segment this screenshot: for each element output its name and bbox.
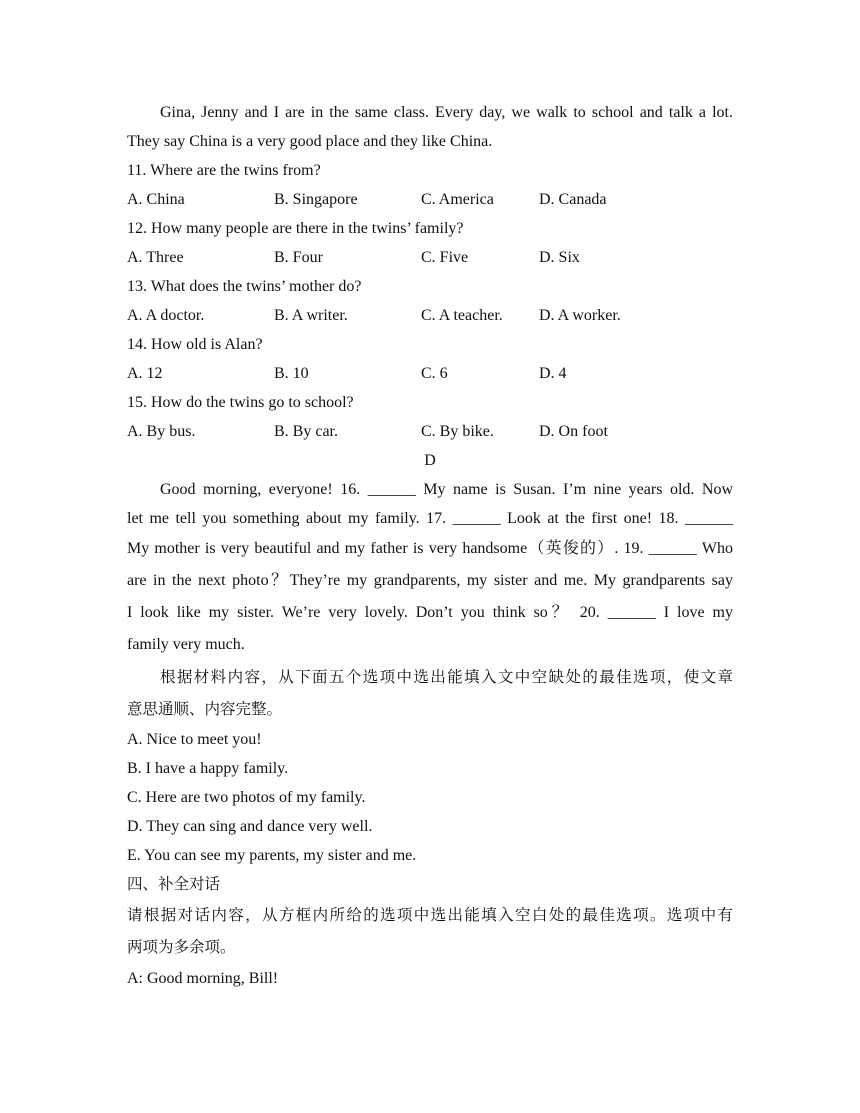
choice-e: E. You can see my parents, my sister and me.: [127, 847, 417, 864]
passage-d-line-2: let me tell you something about my family. 17. ______ Look at the first one! 18. ______: [127, 510, 733, 527]
question-15-options: [127, 417, 733, 446]
option-a: A. A doctor.: [127, 307, 205, 324]
question-11-options: [127, 185, 733, 214]
option-d: D. 4: [539, 365, 567, 382]
option-b: B. Singapore: [274, 191, 358, 208]
passage-d-line-3: My mother is very beautiful and my father is very handsome（英俊的）. 19. ______ Who: [127, 540, 733, 557]
choice-a: A. Nice to meet you!: [127, 731, 262, 748]
option-a: A. Three: [127, 249, 184, 266]
choice-d: D. They can sing and dance very well.: [127, 818, 373, 835]
passage-d-line-6: family very much.: [127, 636, 245, 653]
option-c: C. By bike.: [421, 423, 494, 440]
section-four-instruction-line-2: 两项为多余项。: [127, 938, 236, 956]
option-b: B. A writer.: [274, 307, 348, 324]
question-12: 12. How many people are there in the twins’ family?: [127, 220, 464, 237]
option-d: D. Canada: [539, 191, 607, 208]
section-four-title: 四、补全对话: [127, 875, 221, 893]
passage-c-line-1: Gina, Jenny and I are in the same class. Every day, we walk to school and talk a lot.: [160, 104, 733, 121]
passage-d-line-5: I look like my sister. We’re very lovely. Don’t you think so？ 20. ______ I love my: [127, 604, 733, 621]
option-c: C. A teacher.: [421, 307, 503, 324]
option-b: B. 10: [274, 365, 309, 382]
choice-c: C. Here are two photos of my family.: [127, 789, 366, 806]
section-four-instruction-line-1: 请根据对话内容，从方框内所给的选项中选出能填入空白处的最佳选项。选项中有: [127, 906, 733, 924]
section-d-heading: D: [424, 452, 436, 469]
dialogue-line-1: A: Good morning, Bill!: [127, 970, 279, 987]
option-a: A. 12: [127, 365, 163, 382]
page-content: [127, 98, 733, 995]
passage-c-line-2: They say China is a very good place and they like China.: [127, 133, 493, 150]
option-d: D. Six: [539, 249, 580, 266]
question-13-options: [127, 301, 733, 330]
option-b: B. By car.: [274, 423, 338, 440]
option-d: D. A worker.: [539, 307, 621, 324]
question-14: 14. How old is Alan?: [127, 336, 263, 353]
option-c: C. America: [421, 191, 494, 208]
option-c: C. 6: [421, 365, 448, 382]
option-c: C. Five: [421, 249, 469, 266]
question-11: 11. Where are the twins from?: [127, 162, 321, 179]
question-14-options: [127, 359, 733, 388]
question-13: 13. What does the twins’ mother do?: [127, 278, 362, 295]
option-a: A. By bus.: [127, 423, 196, 440]
passage-d-line-1: Good morning, everyone! 16. ______ My name is Susan. I’m nine years old. Now: [160, 481, 733, 498]
instruction-d-line-1: 根据材料内容，从下面五个选项中选出能填入文中空缺处的最佳选项，使文章: [160, 668, 733, 686]
option-b: B. Four: [274, 249, 323, 266]
option-d: D. On foot: [539, 423, 608, 440]
passage-d-line-4: are in the next photo？They’re my grandparents, my sister and me. My grandparents say: [127, 572, 733, 589]
question-15: 15. How do the twins go to school?: [127, 394, 354, 411]
instruction-d-line-2: 意思通顺、内容完整。: [127, 700, 283, 718]
choice-b: B. I have a happy family.: [127, 760, 289, 777]
question-12-options: [127, 243, 733, 272]
option-a: A. China: [127, 191, 185, 208]
